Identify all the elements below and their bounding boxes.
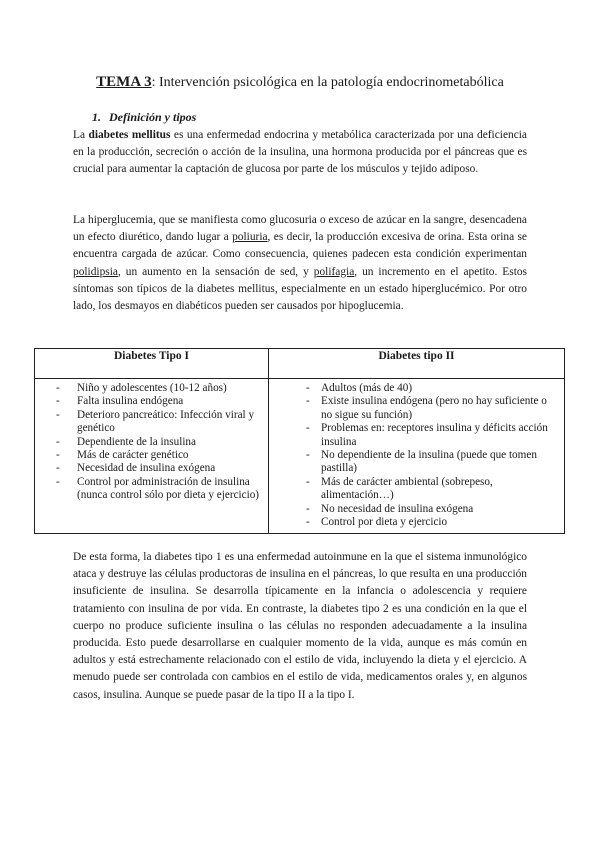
section-number: 1.: [92, 110, 101, 124]
title-text: : Intervención psicológica en la patología endocrinometabólica: [151, 75, 504, 90]
section-heading: [92, 110, 196, 125]
list-item: - Existe insulina endógena (pero no hay suficiente o no sigue su función): [269, 395, 564, 422]
list-item: - No dependiente de la insulina (puede que tomen pastilla): [269, 449, 564, 476]
list-item: - Adultos (más de 40): [269, 382, 564, 395]
page-title: [0, 74, 600, 91]
paragraph-symptoms: [73, 212, 527, 315]
tipo-2-cell: [269, 379, 565, 534]
paragraph1-lead: La: [73, 129, 89, 141]
paragraph2-part4: , un incremento en el apetito. Estos síntomas son típicos de la diabetes mellitus, especialmente en un estado hiperglucémico. Por otro lado, los desmayos en diabéticos pueden ser causados por hipoglucemia.: [73, 265, 527, 313]
list-item: - Problemas en: receptores insulina y déficits acción insulina: [269, 422, 564, 449]
list-item: - No necesidad de insulina exógena: [269, 503, 564, 516]
term-poliuria: poliuria: [232, 231, 268, 244]
list-item: - Falta insulina endógena: [35, 395, 268, 408]
table-body-row: [35, 379, 565, 534]
list-item: - Control por dieta y ejercicio: [269, 516, 564, 529]
list-item: - Deterioro pancreático: Infección viral y genético: [35, 409, 268, 436]
term-polidipsia: polidipsia: [73, 265, 118, 278]
list-item: - Más de carácter ambiental (sobrepeso, alimentación…): [269, 476, 564, 503]
list-item: - Dependiente de la insulina: [35, 436, 268, 449]
paragraph2-part2: , es decir, la producción excesiva de orina. Esta orina se encuentra cargada de azúcar. Como consecuencia, quienes padecen esta condición experimentan: [73, 231, 527, 261]
list-item: - Necesidad de insulina exógena: [35, 462, 268, 475]
term-diabetes-mellitus: diabetes mellitus: [88, 129, 171, 141]
header-tipo-2: Diabetes tipo II: [269, 349, 565, 379]
paragraph2-part1: La hiperglucemia, que se manifiesta como glucosuria o exceso de azúcar en la sangre, desencadena un efecto diurético, dando lugar a: [73, 214, 527, 244]
list-item: - Niño y adolescentes (10-12 años): [35, 382, 268, 395]
term-polifagia: polifagia: [313, 265, 355, 278]
paragraph1-rest: es una enfermedad endocrina y metabólica caracterizada por una deficiencia en la producción, secreción o acción de la insulina, una hormona producida por el páncreas que es crucial para aumentar la captación de glucosa por parte de los músculos y tejido adiposo.: [73, 129, 527, 176]
list-item: - Más de carácter genético: [35, 449, 268, 462]
tipo-2-list: [269, 382, 564, 529]
paragraph2-part3: , un aumento en la sensación de sed, y: [117, 265, 314, 278]
header-tipo-1: Diabetes Tipo I: [35, 349, 269, 379]
table-header-row: [35, 349, 565, 379]
paragraph-definition: [73, 127, 527, 179]
tipo-1-list: [35, 382, 268, 503]
title-label: TEMA 3: [96, 74, 152, 90]
list-item: - Control por administración de insulina (nunca control sólo por dieta y ejercicio): [35, 476, 268, 503]
diabetes-comparison-table: [34, 348, 565, 534]
paragraph-comparison: De esta forma, la diabetes tipo 1 es una enfermedad autoinmune en la que el sistema inmunológico ataca y destruye las células productoras de insulina en el páncreas, lo que resulta en una producción insuficiente de insulina. Se desarrolla típicamente en la infancia o adolescencia y requiere tratamiento con insulina de por vida. En contraste, la diabetes tipo 2 es una condición en la que el cuerpo no produce suficiente insulina o las células no responden adecuadamente a la insulina producida. Esto puede desarrollarse en cualquier momento de la vida, aunque es más común en adultos y está estrechamente relacionado con el estilo de vida, incluyendo la dieta y el ejercicio. A menudo puede ser controlada con cambios en el estilo de vida, medicamentos orales y, en algunos casos, insulina. Aunque se puede pasar de la tipo II a la tipo I.: [73, 551, 527, 701]
tipo-1-cell: [35, 379, 269, 534]
section-title: Definición y tipos: [109, 110, 197, 124]
